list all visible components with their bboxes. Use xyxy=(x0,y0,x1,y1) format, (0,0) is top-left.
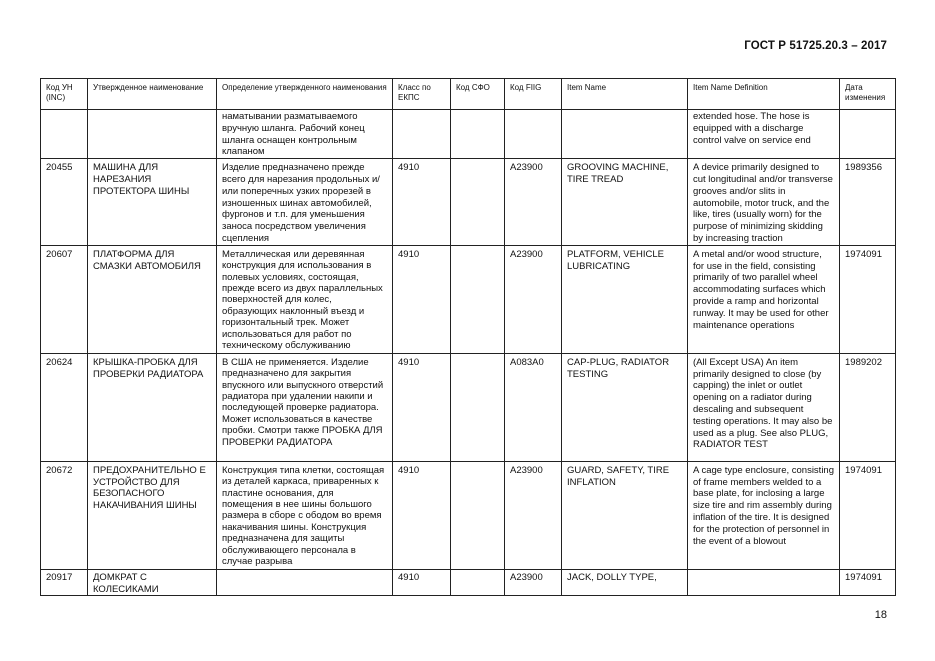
table-header-row xyxy=(41,79,896,110)
table-row xyxy=(41,353,896,461)
cell-class xyxy=(393,110,451,159)
column-header-date: Дата изменения xyxy=(840,79,896,110)
cell-item-name: GUARD, SAFETY, TIRE INFLATION xyxy=(562,461,688,569)
cell-date: 1974091 xyxy=(840,245,896,353)
column-header-definition-ru: Определение утвержденного наименования xyxy=(217,79,393,110)
cell-inc xyxy=(41,110,88,159)
cell-definition-en: A device primarily designed to cut longitudinal and/or transverse grooves and/or slits in automobile, motor truck, and the like, tires (usually worn) for the purpose of minimizing skidding by increasing traction xyxy=(688,159,840,246)
standard-code-header: ГОСТ Р 51725.20.3 – 2017 xyxy=(744,40,887,52)
cell-class: 4910 xyxy=(393,569,451,596)
table-row xyxy=(41,159,896,246)
cell-sfo xyxy=(451,245,505,353)
cell-definition-en: (All Except USA) An item primarily designed to close (by capping) the inlet or outlet opening on a radiator during descaling and subsequent testing operations. It may also be used as a plug. See also PLUG, RADIATOR TEST xyxy=(688,353,840,461)
table-row xyxy=(41,110,896,159)
cell-date: 1974091 xyxy=(840,569,896,596)
cell-item-name: JACK, DOLLY TYPE, xyxy=(562,569,688,596)
cell-fiig: A23900 xyxy=(505,245,562,353)
cell-name-ru xyxy=(88,110,217,159)
table-row xyxy=(41,245,896,353)
cell-fiig: A23900 xyxy=(505,159,562,246)
cell-date xyxy=(840,110,896,159)
cell-item-name: CAP-PLUG, RADIATOR TESTING xyxy=(562,353,688,461)
cell-item-name: PLATFORM, VEHICLE LUBRICATING xyxy=(562,245,688,353)
cell-inc: 20672 xyxy=(41,461,88,569)
cell-name-ru: КРЫШКА-ПРОБКА ДЛЯ ПРОВЕРКИ РАДИАТОРА xyxy=(88,353,217,461)
table-row xyxy=(41,569,896,596)
cell-definition-en: extended hose. The hose is equipped with a discharge control valve on service end xyxy=(688,110,840,159)
table-row xyxy=(41,461,896,569)
cell-name-ru: ПЛАТФОРМА ДЛЯ СМАЗКИ АВТОМОБИЛЯ xyxy=(88,245,217,353)
cell-definition-en xyxy=(688,569,840,596)
cell-class: 4910 xyxy=(393,353,451,461)
cell-definition-ru: Конструкция типа клетки, состоящая из деталей каркаса, приваренных к пластине основания, для помещения в нее шины большого размера в сборе с ободом во время накачивания шины. Конструкция предназначена для защиты обслуживающего персонала в случае разрыва xyxy=(217,461,393,569)
cell-class: 4910 xyxy=(393,461,451,569)
cell-fiig: A23900 xyxy=(505,569,562,596)
cell-item-name xyxy=(562,110,688,159)
catalog-table xyxy=(40,78,896,596)
cell-sfo xyxy=(451,569,505,596)
cell-inc: 20624 xyxy=(41,353,88,461)
cell-definition-en: A metal and/or wood structure, for use in the field, consisting primarily of two parallel wheel accommodating surfaces which provide a ramp and horizontal runway. It may be used for other maintenance operations xyxy=(688,245,840,353)
cell-definition-ru: Металлическая или деревянная конструкция для использования в полевых условиях, состоящая, прежде всего из двух параллельных поверхностей для колес, образующих наклонный въезд и горизонтальный трек. Может использоваться для работ по техническому обслуживанию xyxy=(217,245,393,353)
cell-inc: 20607 xyxy=(41,245,88,353)
cell-sfo xyxy=(451,353,505,461)
cell-date: 1989356 xyxy=(840,159,896,246)
column-header-inc: Код УН (INC) xyxy=(41,79,88,110)
cell-class: 4910 xyxy=(393,159,451,246)
cell-inc: 20917 xyxy=(41,569,88,596)
cell-definition-ru: наматывании разматываемого вручную шланга. Рабочий конец шланга оснащен контрольным клапаном xyxy=(217,110,393,159)
column-header-name-ru: Утвержденное наименование xyxy=(88,79,217,110)
cell-definition-ru: Изделие предназначено прежде всего для нарезания продольных и/или поперечных узких прорезей в изношенных шинах автомобилей, фургонов и т.п. для уменьшения заноса посредством увеличения сцепления xyxy=(217,159,393,246)
cell-sfo xyxy=(451,159,505,246)
cell-fiig xyxy=(505,110,562,159)
column-header-definition-en: Item Name Definition xyxy=(688,79,840,110)
cell-date: 1974091 xyxy=(840,461,896,569)
cell-sfo xyxy=(451,110,505,159)
cell-inc: 20455 xyxy=(41,159,88,246)
cell-class: 4910 xyxy=(393,245,451,353)
cell-definition-en: A cage type enclosure, consisting of frame members welded to a base plate, for inclosing a large size tire and rim assembly during inflation of the tire. It is designed for the protection of personnel in the event of a blowout xyxy=(688,461,840,569)
cell-name-ru: ДОМКРАТ С КОЛЕСИКАМИ xyxy=(88,569,217,596)
column-header-item-name: Item Name xyxy=(562,79,688,110)
cell-name-ru: ПРЕДОХРАНИТЕЛЬНО Е УСТРОЙСТВО ДЛЯ БЕЗОПАСНОГО НАКАЧИВАНИЯ ШИНЫ xyxy=(88,461,217,569)
cell-date: 1989202 xyxy=(840,353,896,461)
column-header-sfo: Код СФО xyxy=(451,79,505,110)
cell-fiig: A083A0 xyxy=(505,353,562,461)
cell-sfo xyxy=(451,461,505,569)
column-header-class: Класс по ЕКПС xyxy=(393,79,451,110)
cell-item-name: GROOVING MACHINE, TIRE TREAD xyxy=(562,159,688,246)
page-number: 18 xyxy=(874,609,887,621)
cell-fiig: A23900 xyxy=(505,461,562,569)
cell-name-ru: МАШИНА ДЛЯ НАРЕЗАНИЯ ПРОТЕКТОРА ШИНЫ xyxy=(88,159,217,246)
cell-definition-ru: В США не применяется. Изделие предназначено для закрытия впускного или выпускного отверстий радиатора при удалении накипи и последующей проверке радиатора. Может использоваться в качестве пробки. Смотри также ПРОБКА ДЛЯ ПРОВЕРКИ РАДИАТОРА xyxy=(217,353,393,461)
column-header-fiig: Код FIIG xyxy=(505,79,562,110)
cell-definition-ru xyxy=(217,569,393,596)
